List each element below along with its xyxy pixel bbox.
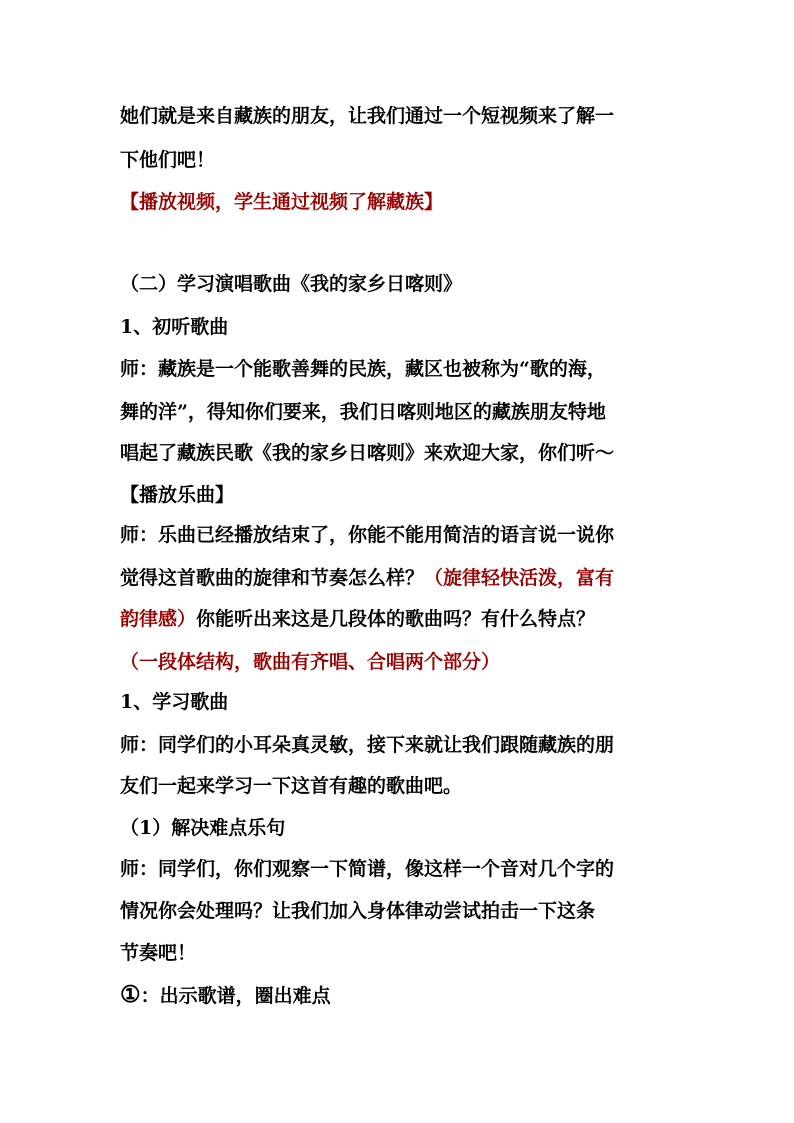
paragraph-line: 下他们吧！ — [120, 149, 216, 171]
circled-one-symbol: ① — [120, 981, 141, 1008]
step-line — [120, 983, 331, 1008]
answer-text: 韵律感） — [120, 608, 197, 630]
teacher-line: 唱起了藏族民歌《我的家乡日喀则》来欢迎大家，你们听～ — [120, 442, 615, 464]
teacher-line: 情况你会处理吗？让我们加入身体律动尝试拍击一下这条 — [120, 900, 596, 922]
question-text: 觉得这首歌曲的旋律和节奏怎么样？ — [120, 567, 425, 589]
teacher-line: 师：同学们的小耳朵真灵敏，接下来就让我们跟随藏族的朋 — [120, 734, 615, 756]
teacher-line: 师：藏族是一个能歌善舞的民族，藏区也被称为“歌的海， — [120, 358, 606, 380]
paragraph-line: 她们就是来自藏族的朋友，让我们通过一个短视频来了解一 — [120, 105, 615, 127]
section-heading: （二）学习演唱歌曲《我的家乡日喀则》 — [120, 273, 463, 295]
teacher-line: 师：乐曲已经播放结束了，你能不能用简洁的语言说一说你 — [120, 524, 615, 546]
teacher-line — [120, 566, 614, 590]
subsection-heading-listen: 1、初听歌曲 — [120, 316, 229, 338]
stage-note-music: 【播放乐曲】 — [120, 484, 235, 506]
answer-text: （旋律轻快活泼，富有 — [424, 567, 615, 589]
sub-heading: （1）解决难点乐句 — [120, 817, 286, 839]
teacher-line — [120, 607, 595, 631]
teacher-line: 师：同学们，你们观察一下简谱，像这样一个音对几个字的 — [120, 858, 615, 880]
teacher-line: 节奏吧！ — [120, 942, 197, 964]
step-text: ：出示歌谱，圈出难点 — [140, 985, 331, 1007]
subsection-heading-learn: 1、学习歌曲 — [120, 691, 229, 713]
answer-structure: （一段体结构，歌曲有齐唱、合唱两个部分） — [120, 651, 501, 673]
teacher-line: 友们一起来学习一下这首有趣的歌曲吧。 — [120, 775, 463, 797]
teacher-line: 舞的洋”，得知你们要来，我们日喀则地区的藏族朋友特地 — [120, 401, 606, 423]
stage-note-video: 【播放视频，学生通过视频了解藏族】 — [120, 191, 444, 213]
question-text: 你能听出来这是几段体的歌曲吗？有什么特点？ — [196, 608, 596, 630]
